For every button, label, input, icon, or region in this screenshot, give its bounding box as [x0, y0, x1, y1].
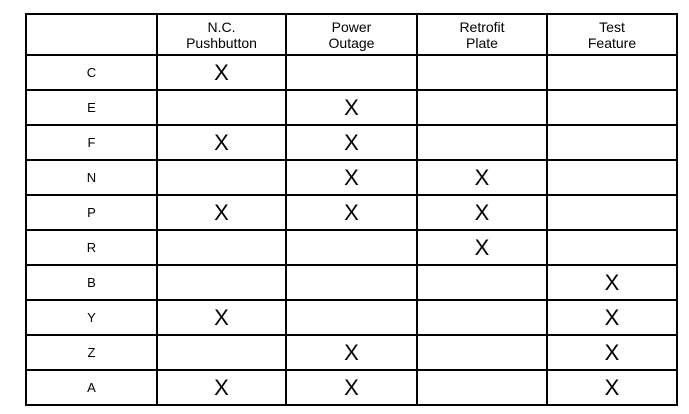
table-row	[26, 55, 677, 90]
option-mark-cell	[547, 230, 677, 265]
option-mark-cell	[157, 335, 286, 370]
options-table	[25, 13, 678, 406]
table-row	[26, 300, 677, 335]
option-mark-cell: X	[286, 335, 417, 370]
option-mark-cell	[157, 160, 286, 195]
table-row	[26, 90, 677, 125]
row-code-cell: P	[26, 195, 157, 230]
option-mark-cell	[286, 265, 417, 300]
option-mark-cell	[417, 335, 547, 370]
column-header-line: N.C.	[207, 18, 236, 35]
column-header-line: Power	[331, 18, 372, 35]
option-mark-cell	[417, 300, 547, 335]
option-mark-cell	[157, 265, 286, 300]
corner-header-cell	[26, 14, 157, 55]
table-row	[26, 370, 677, 405]
table-row	[26, 125, 677, 160]
option-mark-cell	[417, 55, 547, 90]
option-mark-cell: X	[157, 55, 286, 90]
option-mark-cell	[417, 125, 547, 160]
option-mark-cell	[547, 55, 677, 90]
column-header-line: Pushbutton	[186, 34, 257, 51]
option-mark-cell: X	[157, 125, 286, 160]
column-header-retrofit-plate	[417, 14, 547, 55]
option-mark-cell	[417, 370, 547, 405]
option-mark-cell: X	[286, 160, 417, 195]
row-code-cell: N	[26, 160, 157, 195]
column-header-nc-pushbutton	[157, 14, 286, 55]
column-header-line: Test	[599, 18, 625, 35]
option-mark-cell	[547, 160, 677, 195]
option-mark-cell	[547, 90, 677, 125]
column-header-line: Feature	[587, 34, 637, 51]
option-mark-cell	[417, 265, 547, 300]
option-mark-cell	[547, 195, 677, 230]
option-mark-cell: X	[417, 160, 547, 195]
row-code-cell: C	[26, 55, 157, 90]
header-row	[26, 14, 677, 55]
table-row	[26, 335, 677, 370]
option-mark-cell: X	[547, 265, 677, 300]
table-row	[26, 195, 677, 230]
table-row	[26, 160, 677, 195]
column-header-power-outage	[286, 14, 417, 55]
option-mark-cell	[286, 55, 417, 90]
option-mark-cell: X	[286, 90, 417, 125]
row-code-cell: Z	[26, 335, 157, 370]
row-code-cell: R	[26, 230, 157, 265]
column-header-line: Retrofit	[459, 18, 505, 35]
table-row	[26, 230, 677, 265]
option-mark-cell: X	[286, 125, 417, 160]
option-mark-cell: X	[286, 195, 417, 230]
option-mark-cell: X	[547, 300, 677, 335]
row-code-cell: A	[26, 370, 157, 405]
option-mark-cell	[157, 230, 286, 265]
column-header-line: Plate	[466, 34, 498, 51]
option-mark-cell	[286, 230, 417, 265]
option-mark-cell: X	[417, 230, 547, 265]
row-code-cell: Y	[26, 300, 157, 335]
option-mark-cell	[286, 300, 417, 335]
option-mark-cell: X	[547, 370, 677, 405]
row-code-cell: E	[26, 90, 157, 125]
option-mark-cell	[417, 90, 547, 125]
row-code-cell: B	[26, 265, 157, 300]
option-mark-cell: X	[157, 195, 286, 230]
table-row	[26, 265, 677, 300]
column-header-line: Outage	[328, 34, 375, 51]
option-mark-cell: X	[547, 335, 677, 370]
option-mark-cell: X	[417, 195, 547, 230]
option-mark-cell: X	[157, 370, 286, 405]
option-mark-cell: X	[157, 300, 286, 335]
option-mark-cell: X	[286, 370, 417, 405]
option-mark-cell	[157, 90, 286, 125]
option-mark-cell	[547, 125, 677, 160]
row-code-cell: F	[26, 125, 157, 160]
column-header-test-feature	[547, 14, 677, 55]
